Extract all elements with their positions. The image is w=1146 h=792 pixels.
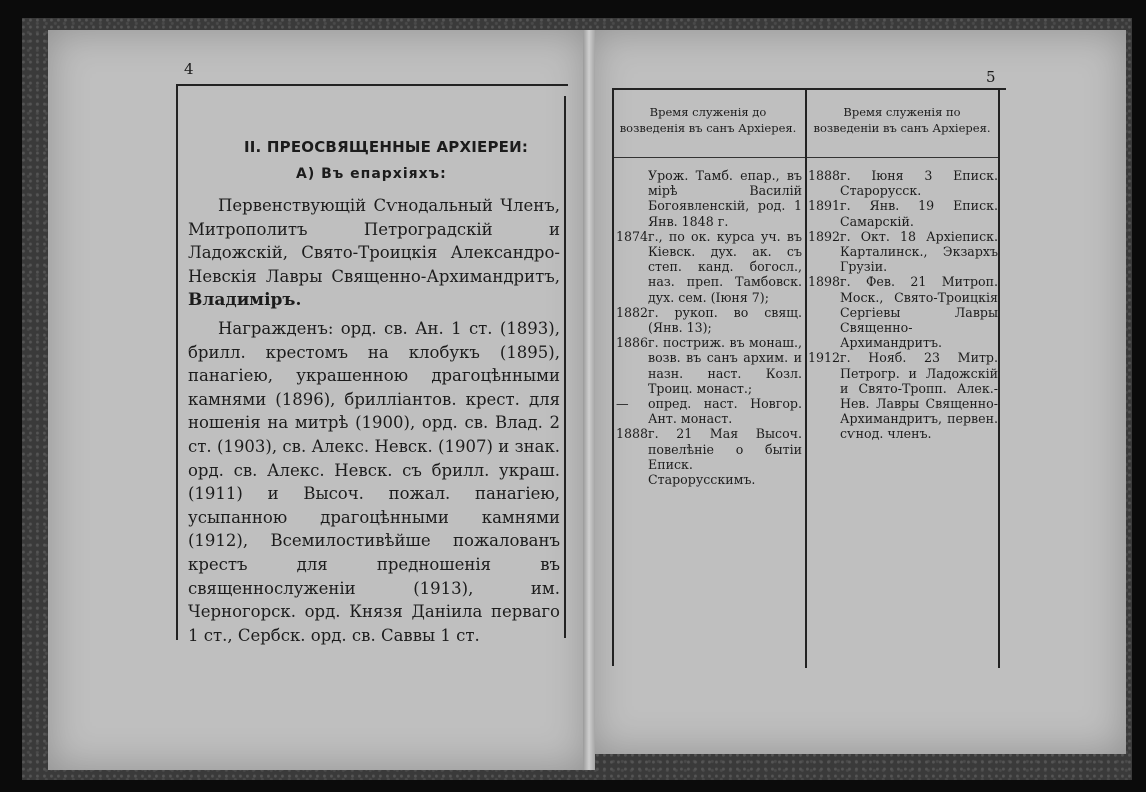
- entry-text: опред. наст. Новгор. Ант. монаст.: [648, 396, 802, 427]
- before-column: [616, 168, 802, 487]
- entry-year: 1892: [808, 228, 841, 244]
- table-middle-rule: [805, 88, 807, 668]
- right-page-number: 5: [986, 68, 996, 86]
- table-row: [616, 229, 802, 305]
- left-frame-right-rule: [564, 96, 566, 638]
- table-row: [808, 350, 998, 441]
- table-row: [616, 305, 802, 335]
- entry-text: г. Окт. 18 Архіеписк. Карталинск., Экзархъ Грузіи.: [840, 228, 998, 275]
- column-header-before: Время служенія до возведенія въ санъ Архіерея.: [619, 105, 797, 135]
- section-subheading: А) Въ епархіяхъ:: [296, 166, 447, 182]
- table-left-rule: [612, 88, 614, 666]
- entry-year: 1888: [808, 168, 841, 183]
- metropolitan-name: Владиміръ.: [188, 290, 302, 311]
- awards-paragraph: Награжденъ: орд. св. Ан. 1 ст. (1893), брилл. крестомъ на клобукъ (1895), панагiею, украшенною драгоцѣнными камнями (1896), бриллiантов. крест. для ношенія на митрѣ (1900), орд. св. Влад. 2 ст. (1903), св. Алекс. Невск. (1907) и знак. орд. св. Алекс. Невск. съ брилл. украш. (1911) и Высоч. пожал. панагiею, усыпанною драгоцѣнными камнями (1912), Всемилостивѣйше пожалованъ крестъ для предношенія въ священнослуженіи (1913), им. Черногорск. орд. Князя Даніила перваго 1 ст., Сербск. орд. св. Саввы 1 ст.: [188, 318, 560, 645]
- entry-year: 1882: [616, 304, 649, 320]
- entry-year: [616, 168, 648, 229]
- entry-text: г. рукоп. во свящ. (Янв. 13);: [648, 304, 802, 336]
- entry-year: 1874: [616, 228, 649, 244]
- entry-text: г. Фев. 21 Митроп. Моск., Свято-Троицкія Сергіевы Лавры Священно-Архимандритъ.: [840, 274, 998, 351]
- entry-text: г. 21 Мая Высоч. повелѣніе о бытіи Еписк. Старорусскимъ.: [648, 426, 802, 488]
- entry-year: 1898: [808, 274, 841, 290]
- entry-year: 1912: [808, 350, 841, 366]
- table-row: [616, 168, 802, 229]
- left-frame-top-rule: [176, 84, 568, 86]
- entry-text: г. Нояб. 23 Митр. Петрогр. и Ладожскій и Свято-Тропп. Алек.-Нев. Лавры Священно-Архимандритъ, первен. сѵнод. членъ.: [840, 350, 998, 442]
- table-row: [616, 426, 802, 487]
- table-right-rule: [998, 88, 1000, 668]
- table-row: [616, 396, 802, 426]
- table-row: [808, 168, 998, 198]
- entry-text: г., по ок. курса уч. въ Кiевск. дух. ак. съ степ. канд. богосл., наз. преп. Тамбовск. дух. сем. (Іюня 7);: [648, 228, 802, 305]
- entry-year: 1886: [616, 335, 649, 351]
- book-gutter: [583, 30, 595, 770]
- table-row: [808, 274, 998, 350]
- column-header-after: Время служенія по возведеніи въ санъ Архіерея.: [813, 105, 991, 135]
- table-row: [616, 335, 802, 396]
- left-frame-left-rule: [176, 84, 178, 640]
- left-body-text: [188, 194, 560, 647]
- title-paragraph: [188, 194, 560, 313]
- table-top-rule: [612, 88, 1006, 90]
- after-column: [808, 168, 998, 442]
- entry-text: г. Іюня 3 Еписк. Старорусск.: [840, 168, 998, 199]
- table-row: [808, 198, 998, 228]
- title-paragraph-text: Первенствующій Сѵнодальный Членъ, Митрополитъ Петроградскій и Ладожскій, Свято-Троицкія Александро-Невскія Лавры Священно-Архимандритъ,: [188, 196, 560, 286]
- entry-text: г. Янв. 19 Еписк. Самарскій.: [840, 198, 998, 229]
- entry-year: —: [616, 396, 629, 412]
- entry-text: Урож. Тамб. епар., въ мірѣ Василій Богоявленскій, род. 1 Янв. 1848 г.: [648, 168, 802, 229]
- entry-text: г. постриж. въ монаш., возв. въ санъ архим. и назн. наст. Козл. Троиц. монаст.;: [648, 335, 802, 396]
- section-heading: II. ПРЕОСВЯЩЕННЫЕ АРХІЕРЕИ:: [244, 138, 529, 156]
- entry-year: 1888: [616, 426, 649, 442]
- entry-year: 1891: [808, 198, 841, 214]
- left-page-number: 4: [184, 60, 194, 78]
- table-row: [808, 229, 998, 275]
